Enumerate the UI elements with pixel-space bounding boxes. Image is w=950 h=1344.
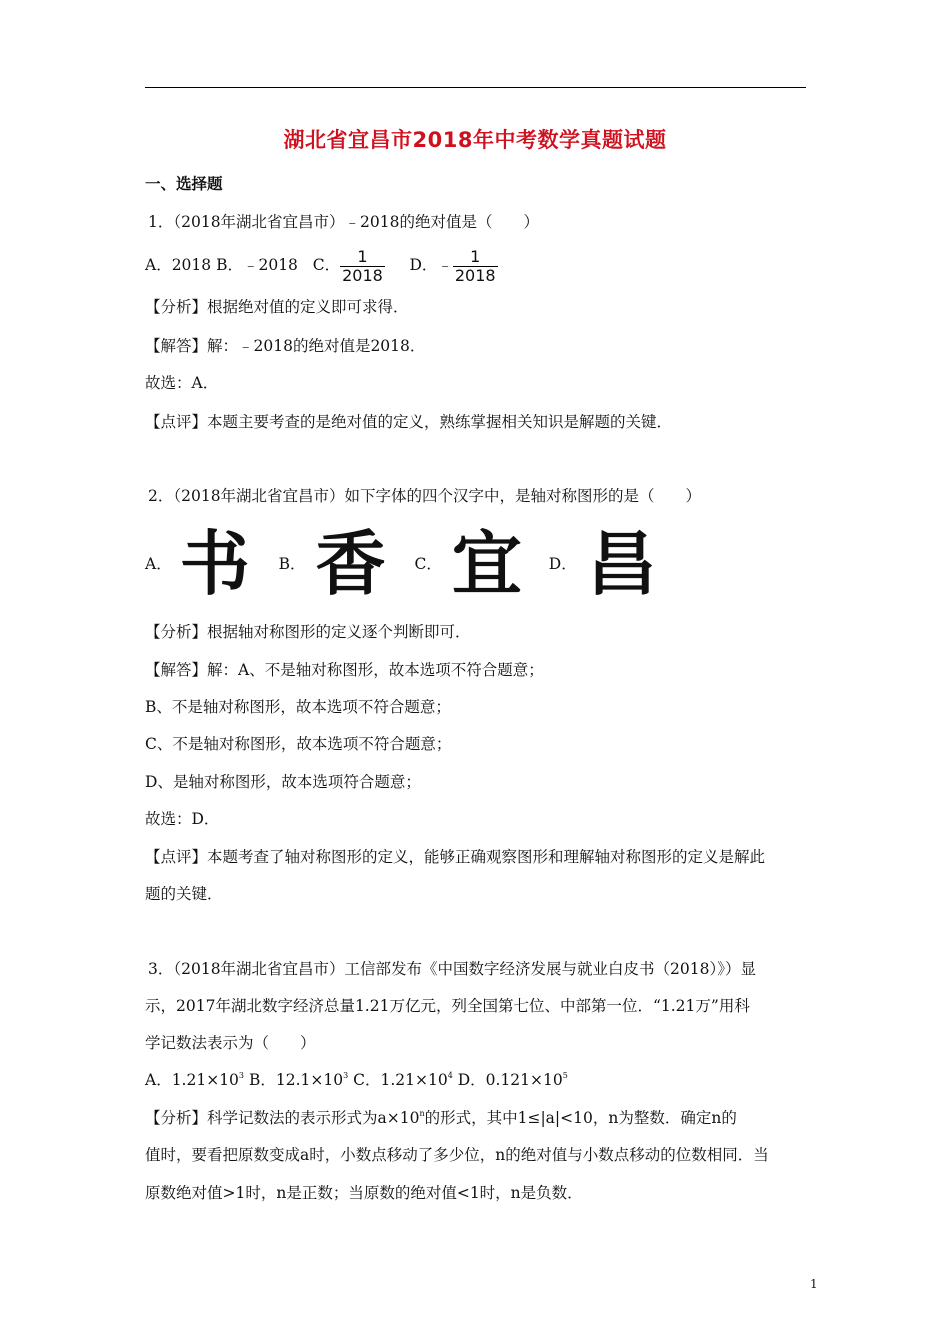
q3-analysis-line-2: 值时，要看把原数变成a时，小数点移动了多少位，n的绝对值与小数点移动的位数相同．当 (145, 1146, 769, 1164)
q2-analysis: 【分析】根据轴对称图形的定义逐个判断即可． (145, 623, 471, 641)
q3-option-a: A．1.21×10 (145, 1071, 239, 1089)
q1-option-c-fraction (340, 248, 385, 285)
q2-option-c-label: C． (414, 555, 442, 573)
q1-option-a: A．2018 (145, 256, 212, 274)
q1-stem: 1．（2018年湖北省宜昌市）﹣2018的绝对值是（ ） (148, 213, 540, 231)
q2-choice: 故选：D． (145, 810, 220, 828)
q3-analysis-line-1 (145, 1108, 737, 1128)
q3-option-b: B．12.1×10 (248, 1071, 344, 1089)
q3-option-a-exponent: 3 (238, 1071, 245, 1080)
q1-options (145, 247, 498, 285)
q2-option-b-label: B． (278, 555, 306, 573)
page-title: 湖北省宜昌市2018年中考数学真题试题 (283, 128, 667, 152)
q2-option-c-glyph: 宜 (451, 523, 522, 605)
q3-analysis-text-a: 【分析】科学记数法的表示形式为a×10 (145, 1109, 420, 1127)
q2-option-d-label: D． (548, 555, 577, 573)
q1-option-c-label: C． (312, 256, 341, 274)
q3-option-b-exponent: 3 (343, 1071, 349, 1080)
q2-line-d: D、是轴对称图形，故本选项符合题意； (145, 773, 421, 791)
q2-answer: 【解答】解：A、不是轴对称图形，故本选项不符合题意； (145, 661, 544, 679)
q1-comment: 【点评】本题主要考查的是绝对值的定义，熟练掌握相关知识是解题的关键． (145, 413, 673, 431)
q2-option-d-glyph: 昌 (586, 523, 657, 605)
q3-option-d-exponent: 5 (562, 1071, 568, 1080)
q2-stem: 2．（2018年湖北省宜昌市）如下字体的四个汉字中，是轴对称图形的是（ ） (148, 487, 702, 505)
fraction-denominator: 2018 (454, 265, 496, 285)
section-heading: 一、选择题 (145, 175, 223, 193)
page-number: 1 (810, 1277, 818, 1291)
q3-stem-line-1: 3．（2018年湖北省宜昌市）工信部发布《中国数字经济发展与就业白皮书（2018）》）显 (148, 960, 757, 978)
q3-analysis-text-b: 的形式，其中1≤|a|<10，n为整数．确定n的 (424, 1109, 737, 1127)
q3-option-d: D．0.121×10 (457, 1071, 563, 1089)
q3-analysis-line-3: 原数绝对值>1时，n是正数；当原数的绝对值<1时，n是负数． (145, 1184, 583, 1202)
q3-stem-line-3: 学记数法表示为（ ） (145, 1034, 316, 1052)
fraction-numerator: 1 (357, 246, 368, 266)
q1-choice: 故选：A． (145, 374, 219, 392)
q2-line-b: B、不是轴对称图形，故本选项不符合题意； (145, 698, 451, 716)
fraction-numerator: 1 (470, 246, 481, 266)
q2-option-b-glyph: 香 (315, 523, 386, 605)
q1-option-d-label: D．﹣ (409, 256, 453, 274)
q1-option-d-fraction (453, 248, 498, 285)
q1-analysis: 【分析】根据绝对值的定义即可求得． (145, 298, 409, 316)
q3-option-c-exponent: 4 (447, 1071, 453, 1080)
q2-comment-line-2: 题的关键． (145, 885, 223, 903)
q3-options (145, 1070, 568, 1090)
q3-option-c: C．1.21×10 (353, 1071, 448, 1089)
q2-comment-line-1: 【点评】本题考查了轴对称图形的定义，能够正确观察图形和理解轴对称图形的定义是解此 (145, 848, 766, 866)
q2-line-c: C、不是轴对称图形，故本选项不符合题意； (145, 735, 452, 753)
q3-stem-line-2: 示，2017年湖北数字经济总量1.21万亿元，列全国第七位、中部第一位．“1.21万”用科 (145, 997, 750, 1015)
q1-answer: 【解答】解：﹣2018的绝对值是2018． (145, 337, 426, 355)
q2-option-a-glyph: 书 (179, 523, 250, 605)
q2-option-a-label: A． (145, 555, 172, 573)
q1-option-b: B．﹣2018 (216, 256, 298, 274)
q2-options (145, 523, 657, 605)
fraction-denominator: 2018 (342, 265, 383, 285)
header-rule (145, 87, 806, 88)
q3-analysis-exponent: n (419, 1109, 425, 1118)
